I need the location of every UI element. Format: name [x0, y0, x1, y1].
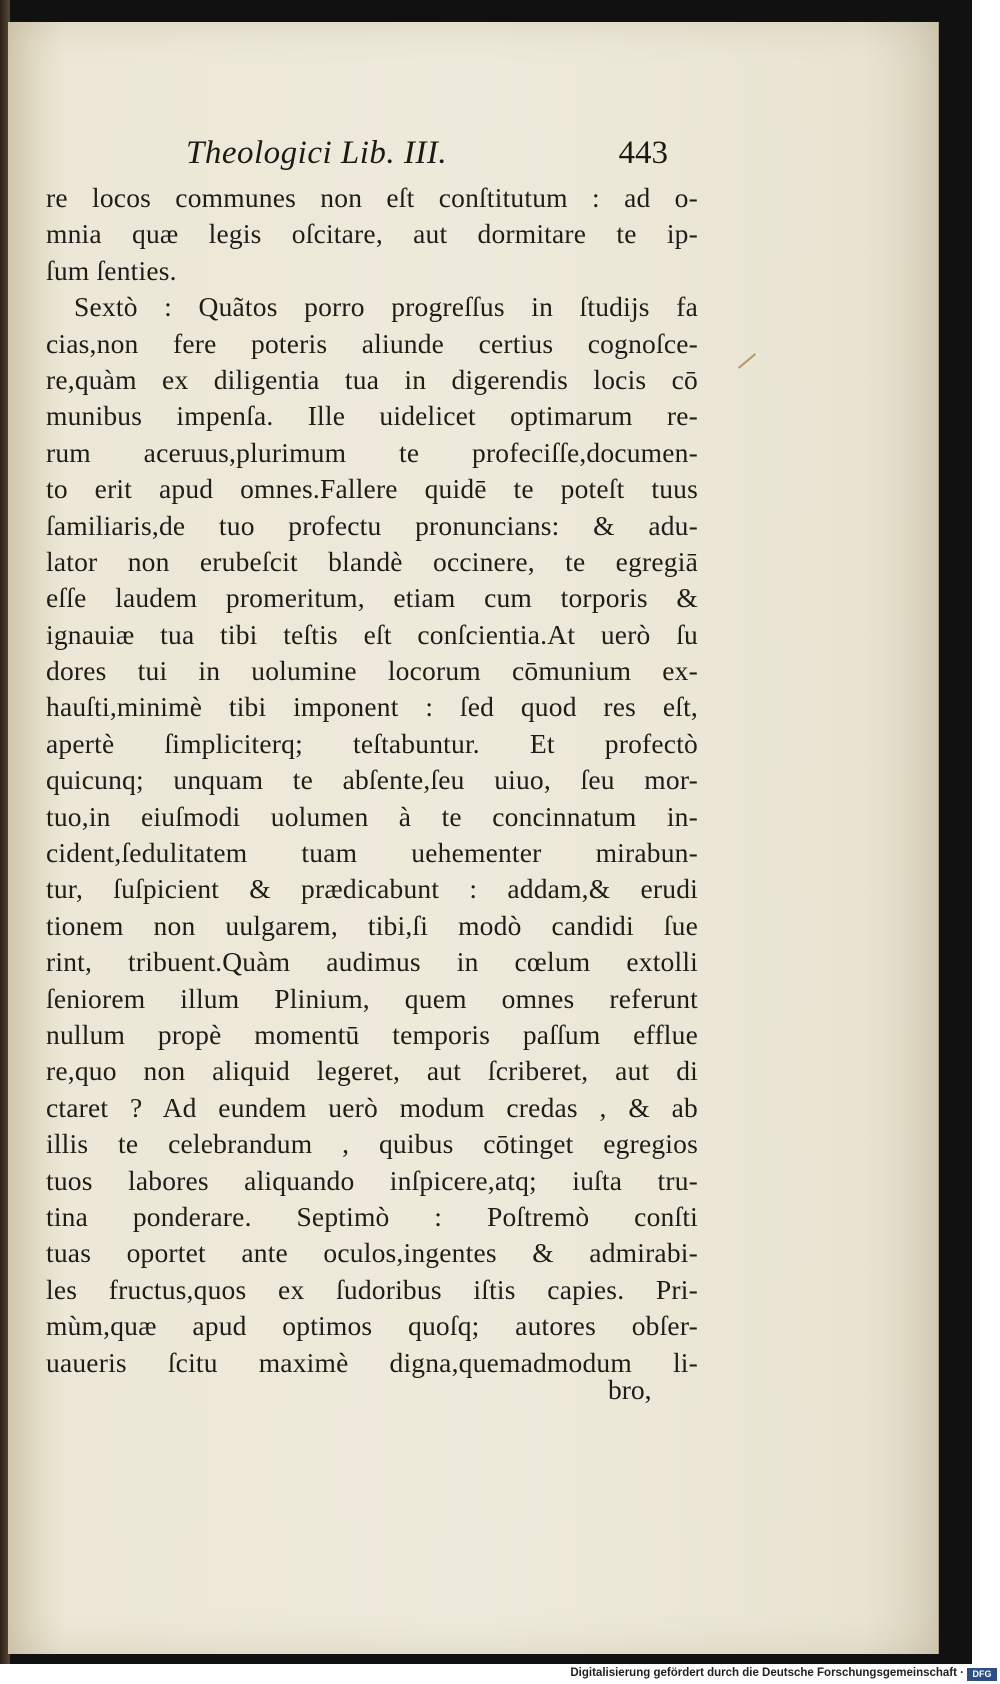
text-line: mnia quæ legis oſcitare, aut dormitare te ip-: [46, 218, 698, 250]
body-text: [46, 180, 698, 1381]
text-line: cias,non fere poteris aliunde certius cognoſce-: [46, 327, 698, 359]
text-line: quicunq; unquam te abſente,ſeu uiuo, ſeu mor-: [46, 764, 698, 796]
text-line: les fructus,quos ex ſudoribus iſtis capies. Pri-: [46, 1273, 698, 1305]
ink-mark: [738, 353, 756, 369]
text-line: mùm,quæ apud optimos quoſq; autores obſer-: [46, 1310, 698, 1342]
book-page: [8, 22, 939, 1654]
text-line: rum aceruus,plurimum te profeciſſe,documen-: [46, 436, 698, 468]
text-line: re,quàm ex diligentia tua in digerendis locis cō: [46, 363, 698, 395]
text-line: ignauiæ tua tibi teſtis eſt conſcientia.At uerò ſu: [46, 618, 698, 650]
text-line: munibus impenſa. Ille uidelicet optimarum re-: [46, 400, 698, 432]
text-line: illis te celebrandum , quibus cōtinget egregios: [46, 1128, 698, 1160]
text-line: re,quo non aliquid legeret, aut ſcriberet, aut di: [46, 1055, 698, 1087]
text-line: tuas oportet ante oculos,ingentes & admirabi-: [46, 1237, 698, 1269]
digitization-credit: Digitalisierung gefördert durch die Deutsche Forschungsgemeinschaft ·: [570, 1667, 964, 1679]
text-line: tina ponderare. Septimò : Poſtremò conſti: [46, 1200, 698, 1232]
text-line: hauſti,minimè tibi imponent : ſed quod res eſt,: [46, 691, 698, 723]
text-line: ſum ſenties.: [46, 254, 177, 286]
running-head: [186, 135, 668, 175]
text-line: ctaret ? Ad eundem uerò modum credas , & ab: [46, 1091, 698, 1123]
text-line: ſeniorem illum Plinium, quem omnes referunt: [46, 982, 698, 1014]
text-line: Sextò : Quãtos porro progreſſus in ſtudijs fa: [74, 291, 698, 323]
text-line: nullum propè momentū temporis paſſum effluе: [46, 1018, 698, 1050]
text-line: dores tui in uolumine locorum cōmunium ex-: [46, 655, 698, 687]
text-line: tur, ſuſpicient & prædicabunt : addam,& erudi: [46, 873, 698, 905]
text-line: tionem non uulgarem, tibi,ſi modò candidi ſue: [46, 909, 698, 941]
text-line: re locos communes non eſt conſtitutum : ad o-: [46, 182, 698, 213]
footer-bar: [0, 1666, 1000, 1684]
text-line: tuo,in eiuſmodi uolumen à te concinnatum in-: [46, 800, 698, 832]
text-line: eſſe laudem promeritum, etiam cum torporis &: [46, 582, 698, 614]
text-line: lator non erubeſcit blandè occinere, te egregiā: [46, 545, 698, 577]
catchword: bro,: [608, 1374, 652, 1405]
running-head-title: Theologici Lib. III.: [186, 135, 448, 171]
text-line: apertè ſimpliciterq; teſtabuntur. Et profectò: [46, 727, 698, 759]
page-number: 443: [618, 135, 668, 171]
text-line: rint, tribuent.Quàm audimus in cœlum extolli: [46, 946, 698, 978]
text-line: tuos labores aliquando inſpicere,atq; iuſta tru-: [46, 1164, 698, 1196]
dfg-logo: DFG: [967, 1668, 997, 1681]
text-line: ſamiliaris,de tuo profectu pronuncians: & adu-: [46, 509, 698, 541]
text-line: cident,ſedulitatem tuam uehementer mirabun-: [46, 837, 698, 869]
text-line: uaueris ſcitu maximè digna,quemadmodum li-: [46, 1346, 698, 1378]
text-line: to erit apud omnes.Fallere quidē te poteſt tuus: [46, 473, 698, 505]
